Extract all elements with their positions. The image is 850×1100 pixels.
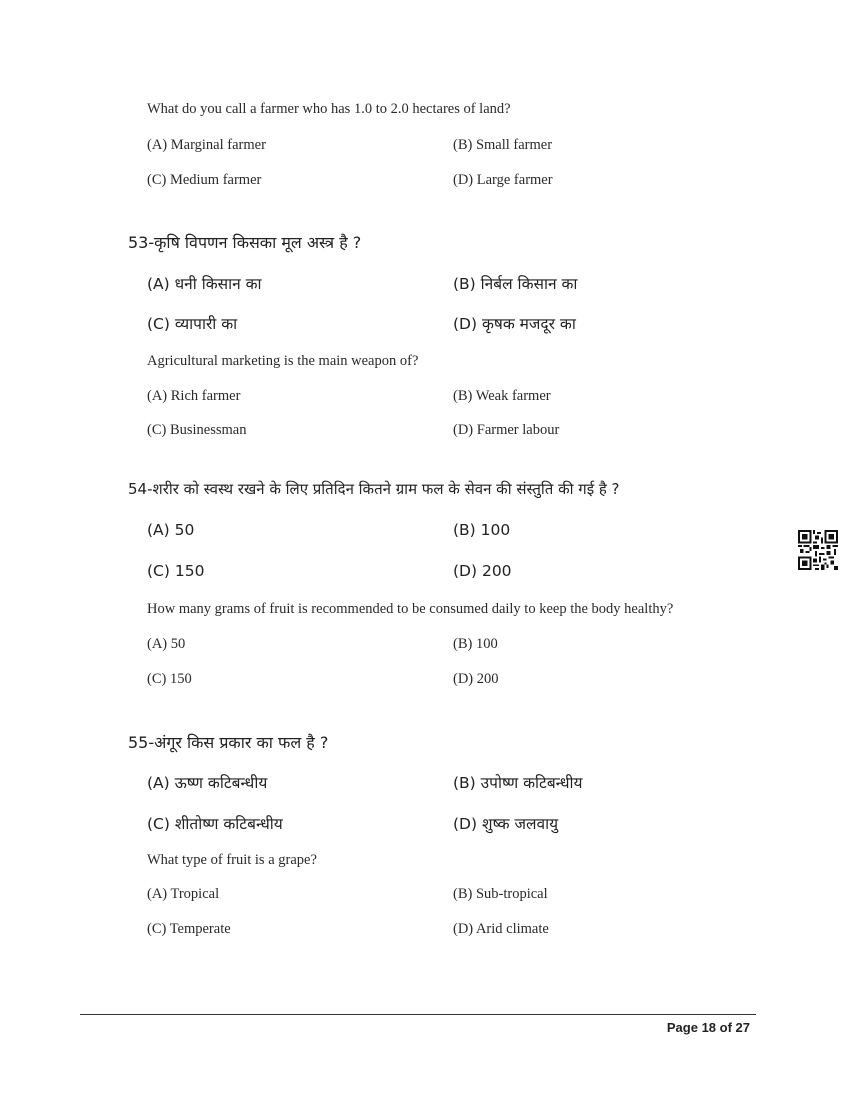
option-d-hindi: (D) शुष्क जलवायु (453, 815, 559, 833)
option-c-hindi: (C) 150 (147, 562, 205, 580)
page-number: Page 18 of 27 (666, 1020, 750, 1035)
option-d: (D) Farmer labour (453, 422, 560, 438)
option-c: (C) Temperate (147, 921, 231, 937)
option-a-hindi: (A) 50 (147, 521, 195, 539)
question-text: What do you call a farmer who has 1.0 to 2.0 hectares of land? (147, 101, 511, 117)
option-b-hindi: (B) उपोष्ण कटिबन्धीय (453, 774, 583, 792)
option-c: (C) 150 (147, 671, 192, 687)
option-d: (D) Arid climate (453, 921, 549, 937)
option-a: (A) 50 (147, 636, 186, 652)
option-c-hindi: (C) व्यापारी का (147, 315, 238, 333)
option-b: (B) 100 (453, 636, 498, 652)
question-text-english: Agricultural marketing is the main weapon of? (147, 353, 419, 369)
option-b-hindi: (B) 100 (453, 521, 511, 539)
option-d: (D) Large farmer (453, 172, 553, 188)
option-b-hindi: (B) निर्बल किसान का (453, 275, 578, 293)
footer-divider (80, 1014, 756, 1015)
option-a-hindi: (A) ऊष्ण कटिबन्धीय (147, 774, 268, 792)
question-text-hindi: 53-कृषि विपणन किसका मूल अस्त्र है ? (128, 233, 362, 252)
question-text-hindi: 55-अंगूर किस प्रकार का फल है ? (128, 733, 329, 752)
option-a: (A) Marginal farmer (147, 137, 266, 153)
option-d-hindi: (D) 200 (453, 562, 512, 580)
option-d: (D) 200 (453, 671, 499, 687)
option-a: (A) Tropical (147, 886, 220, 902)
option-d-hindi: (D) कृषक मजदूर का (453, 315, 576, 333)
question-text-english: How many grams of fruit is recommended to be consumed daily to keep the body healthy? (147, 601, 674, 617)
qr-code-icon (798, 530, 838, 570)
option-b: (B) Weak farmer (453, 388, 551, 404)
option-c: (C) Medium farmer (147, 172, 262, 188)
question-text-english: What type of fruit is a grape? (147, 852, 317, 868)
option-a-hindi: (A) धनी किसान का (147, 275, 262, 293)
option-b: (B) Small farmer (453, 137, 553, 153)
option-b: (B) Sub-tropical (453, 886, 548, 902)
option-a: (A) Rich farmer (147, 388, 241, 404)
question-text-hindi: 54-शरीर को स्वस्थ रखने के लिए प्रतिदिन कितने ग्राम फल के सेवन की संस्तुति की गई है ? (128, 480, 620, 498)
option-c: (C) Businessman (147, 422, 247, 438)
option-c-hindi: (C) शीतोष्ण कटिबन्धीय (147, 815, 283, 833)
